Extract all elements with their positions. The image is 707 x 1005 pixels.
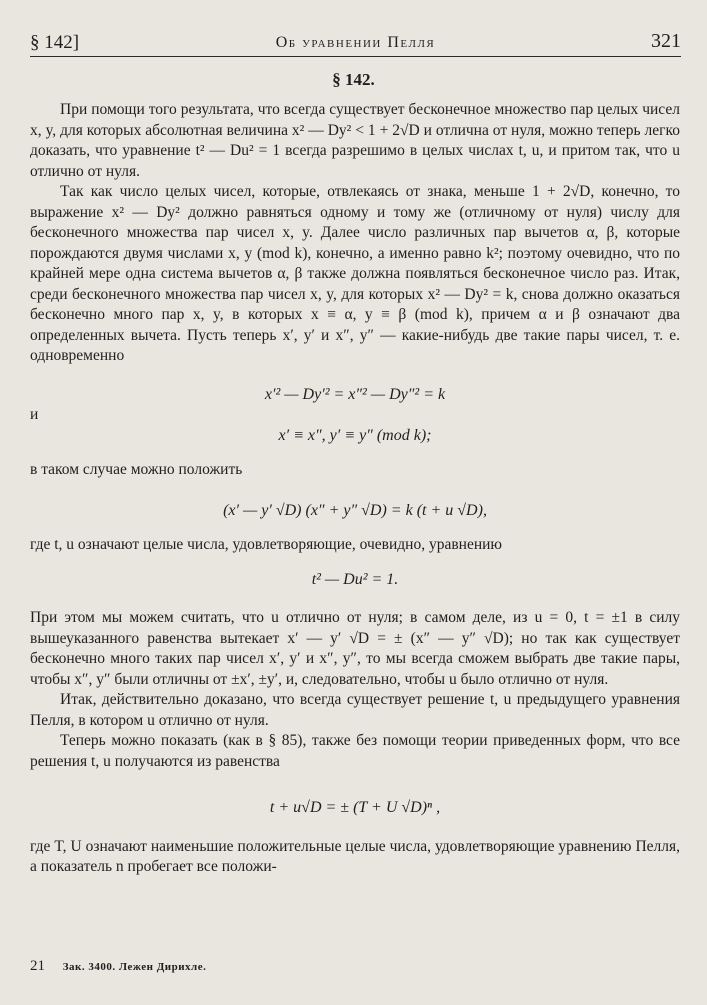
formula-product: (x′ — y′ √D) (x″ + y″ √D) = k (t + u √D), bbox=[223, 501, 487, 519]
paragraph-2: Так как число целых чисел, которые, отвлекаясь от знака, меньше 1 + 2√D, конечно, то выражение x² — Dy² должно равняться одному и тому же (отличному от нуля) числу для бесконечного множества пар чисел x, y. Далее число различных пар вычетов α, β, которые порождаются двумя числами x, y (mod k), конечно, а именно равно k²; поэтому очевидно, что по крайней мере одна система вычетов α, β также должна появляться бесконечное число раз. Итак, среди бесконечного множества пар чисел x, y, для которых x² — Dy² = k, снова должно оказаться бесконечно много пар x, y, в которых x ≡ α, y ≡ β (mod k), причем α и β означают два определенных вычета. Пусть теперь x′, y′ и x″, y″ — какие-нибудь две такие пары чисел, т. е. одновременно bbox=[30, 183, 680, 364]
section-title: § 142. bbox=[332, 70, 375, 89]
paragraph-4: Итак, действительно доказано, что всегда существует решение t, u предыдущего уравнения Пелля, в котором u отлично от нуля. bbox=[30, 691, 680, 729]
footer bbox=[30, 958, 206, 975]
main-text bbox=[30, 100, 680, 878]
formula-powers: t + u√D = ± (T + U √D)ⁿ , bbox=[269, 799, 441, 816]
running-header bbox=[30, 30, 681, 57]
text-then: в таком случае можно положить bbox=[30, 461, 243, 478]
text-where: где t, u означают целые числа, удовлетворяющие, очевидно, уравнению bbox=[30, 536, 503, 553]
formula-congruence: x′ ≡ x″, y′ ≡ y″ (mod k); bbox=[278, 426, 432, 444]
paragraph-1: При помощи того результата, что всегда существует бесконечное множество пар целых чисел x, y, для которых абсолютная величина x² — Dy² < 1 + 2√D и отлична от нуля, можно теперь легко доказать, что уравнение t² — Du² = 1 всегда разрешимо в целых числах t, u, и притом так, что u отлично от нуля. bbox=[30, 101, 680, 180]
header-title: Об уравнении Пелля bbox=[275, 34, 436, 51]
formula-pell: t² — Du² = 1. bbox=[311, 570, 399, 588]
page-number: 321 bbox=[651, 30, 681, 52]
printer-note: Зак. 3400. Лежен Дирихле. bbox=[62, 961, 207, 973]
paragraph-3: При этом мы можем считать, что u отлично от нуля; в самом деле, из u = 0, t = ±1 в силу вышеуказанного равенства вытекает x′ — y′ √D = ± (x″ — y″ √D); но так как существует бесконечно много таких пар чисел x′, y′ и x″, y″, то мы всегда сможем выбрать две такие пары, чтобы x″, y″ были отличны от ±x′, ±y′, и, следовательно, чтобы u было отлично от нуля. bbox=[30, 609, 680, 688]
header-section-ref: § 142] bbox=[30, 32, 80, 53]
signature-number: 21 bbox=[30, 958, 45, 974]
paragraph-6: где T, U означают наименьшие положительные целые числа, удовлетворяющие уравнению Пелля, а показатель n пробегает все положи- bbox=[30, 837, 680, 875]
formula-equality: x′² — Dy′² = x″² — Dy″² = k bbox=[264, 385, 446, 403]
word-and: и bbox=[30, 406, 39, 423]
paragraph-5: Теперь можно показать (как в § 85), также без помощи теории приведенных форм, что все решения t, u получаются из равенства bbox=[30, 732, 680, 770]
